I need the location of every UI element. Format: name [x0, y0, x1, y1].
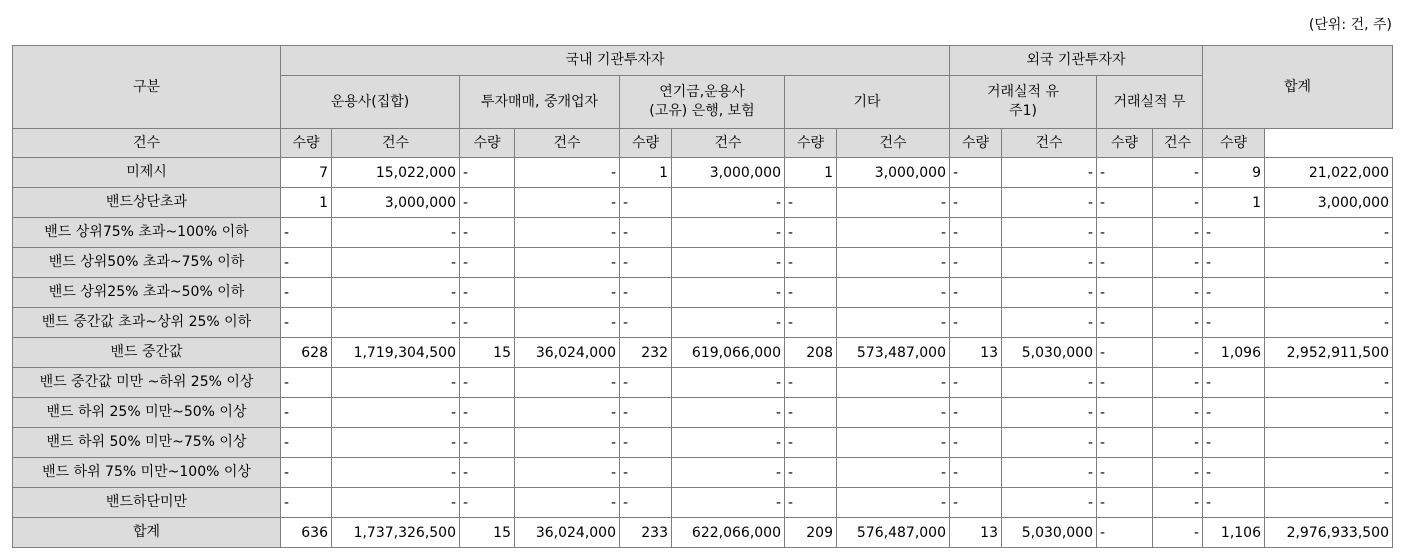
- quantity-cell: -: [332, 218, 460, 248]
- count-cell: -: [785, 428, 837, 458]
- quantity-cell: -: [1153, 338, 1203, 368]
- count-cell: -: [950, 458, 1002, 488]
- quantity-cell: -: [1002, 218, 1097, 248]
- quantity-cell: -: [672, 398, 785, 428]
- quantity-cell: -: [672, 248, 785, 278]
- quantity-cell: -: [332, 398, 460, 428]
- quantity-cell: 1,737,326,500: [332, 518, 460, 548]
- quantity-cell: -: [515, 368, 620, 398]
- row-label: 밴드 상위25% 초과~50% 이하: [13, 278, 281, 308]
- row-label: 밴드 상위50% 초과~75% 이하: [13, 248, 281, 278]
- group-header-without-track-record: 거래실적 무: [1097, 76, 1203, 129]
- quantity-cell: -: [1153, 278, 1203, 308]
- table-row: [13, 308, 1393, 338]
- quantity-cell: -: [837, 398, 950, 428]
- count-cell: 1,106: [1203, 518, 1265, 548]
- count-cell: 1: [785, 158, 837, 188]
- quantity-cell: 2,952,911,500: [1265, 338, 1393, 368]
- count-cell: -: [950, 188, 1002, 218]
- quantity-cell: -: [1153, 488, 1203, 518]
- count-cell: 232: [620, 338, 672, 368]
- quantity-cell: -: [515, 458, 620, 488]
- count-cell: 1: [1203, 188, 1265, 218]
- row-label: 미제시: [13, 158, 281, 188]
- quantity-cell: -: [515, 278, 620, 308]
- count-column-header: 건수: [13, 129, 281, 158]
- quantity-cell: -: [1153, 158, 1203, 188]
- count-cell: 13: [950, 518, 1002, 548]
- count-cell: -: [1097, 488, 1153, 518]
- unit-label: (단위: 건, 주): [1308, 17, 1392, 33]
- count-cell: -: [620, 248, 672, 278]
- count-cell: -: [1203, 218, 1265, 248]
- quantity-cell: 36,024,000: [515, 338, 620, 368]
- count-cell: 209: [785, 518, 837, 548]
- count-cell: -: [785, 218, 837, 248]
- table-row: [13, 488, 1393, 518]
- quantity-cell: -: [672, 278, 785, 308]
- quantity-column-header: 수량: [460, 129, 515, 158]
- group-header-brokers: 투자매매, 중개업자: [460, 76, 620, 129]
- count-cell: -: [1097, 368, 1153, 398]
- quantity-cell: -: [837, 248, 950, 278]
- foreign-investors-header: 외국 기관투자자: [950, 46, 1203, 76]
- quantity-cell: -: [1153, 218, 1203, 248]
- quantity-cell: -: [1153, 368, 1203, 398]
- quantity-cell: 3,000,000: [672, 158, 785, 188]
- domestic-investors-header: 국내 기관투자자: [281, 46, 950, 76]
- count-cell: -: [785, 458, 837, 488]
- count-cell: -: [1097, 158, 1153, 188]
- count-cell: -: [1097, 458, 1153, 488]
- quantity-cell: -: [1002, 248, 1097, 278]
- quantity-cell: -: [672, 368, 785, 398]
- quantity-column-header: 수량: [1203, 129, 1265, 158]
- quantity-cell: -: [1002, 428, 1097, 458]
- group-header-other: 기타: [785, 76, 950, 129]
- quantity-cell: -: [1265, 488, 1393, 518]
- count-cell: -: [460, 218, 515, 248]
- quantity-cell: -: [1002, 158, 1097, 188]
- count-cell: -: [1097, 398, 1153, 428]
- count-column-header: 건수: [515, 129, 620, 158]
- count-cell: 636: [281, 518, 332, 548]
- count-cell: -: [281, 368, 332, 398]
- quantity-cell: -: [332, 248, 460, 278]
- count-cell: -: [281, 398, 332, 428]
- count-cell: 1: [620, 158, 672, 188]
- count-cell: -: [950, 398, 1002, 428]
- row-label: 밴드하단미만: [13, 488, 281, 518]
- count-cell: -: [281, 248, 332, 278]
- category-header: 구분: [13, 46, 281, 129]
- count-cell: -: [950, 158, 1002, 188]
- quantity-cell: -: [515, 218, 620, 248]
- quantity-cell: -: [515, 158, 620, 188]
- quantity-column-header: 수량: [1097, 129, 1153, 158]
- quantity-cell: -: [332, 308, 460, 338]
- quantity-cell: -: [1265, 248, 1393, 278]
- count-column-header: 건수: [332, 129, 460, 158]
- count-cell: -: [1203, 368, 1265, 398]
- count-cell: -: [1097, 218, 1153, 248]
- count-cell: -: [620, 218, 672, 248]
- count-cell: -: [281, 218, 332, 248]
- count-cell: -: [1203, 248, 1265, 278]
- quantity-cell: -: [837, 458, 950, 488]
- count-cell: -: [950, 308, 1002, 338]
- count-column-header: 건수: [672, 129, 785, 158]
- quantity-cell: -: [332, 458, 460, 488]
- count-cell: 233: [620, 518, 672, 548]
- count-cell: -: [620, 458, 672, 488]
- row-label: 밴드 상위75% 초과~100% 이하: [13, 218, 281, 248]
- count-cell: -: [460, 398, 515, 428]
- quantity-cell: -: [1265, 398, 1393, 428]
- quantity-cell: -: [1002, 278, 1097, 308]
- quantity-cell: 21,022,000: [1265, 158, 1393, 188]
- count-cell: -: [620, 278, 672, 308]
- demand-forecast-table: [12, 45, 1393, 548]
- count-cell: -: [1203, 458, 1265, 488]
- count-cell: 15: [460, 338, 515, 368]
- quantity-cell: -: [672, 458, 785, 488]
- total-header: 합계: [1203, 46, 1393, 129]
- table-row: [13, 218, 1393, 248]
- count-cell: -: [460, 158, 515, 188]
- count-cell: -: [1097, 338, 1153, 368]
- quantity-cell: -: [837, 218, 950, 248]
- count-cell: -: [950, 218, 1002, 248]
- quantity-cell: -: [837, 488, 950, 518]
- count-cell: -: [620, 188, 672, 218]
- quantity-cell: -: [837, 428, 950, 458]
- count-cell: -: [1097, 518, 1153, 548]
- quantity-cell: -: [515, 398, 620, 428]
- count-cell: -: [950, 488, 1002, 518]
- count-cell: -: [785, 368, 837, 398]
- count-cell: -: [620, 368, 672, 398]
- count-cell: -: [620, 428, 672, 458]
- quantity-cell: 5,030,000: [1002, 518, 1097, 548]
- quantity-cell: -: [837, 188, 950, 218]
- quantity-cell: 3,000,000: [332, 188, 460, 218]
- table-body: [13, 158, 1393, 548]
- quantity-cell: -: [672, 308, 785, 338]
- count-cell: -: [785, 278, 837, 308]
- count-cell: -: [1203, 278, 1265, 308]
- quantity-cell: -: [1002, 368, 1097, 398]
- group-header-asset-managers: 운용사(집합): [281, 76, 460, 129]
- count-cell: -: [281, 458, 332, 488]
- count-cell: 208: [785, 338, 837, 368]
- count-cell: 628: [281, 338, 332, 368]
- quantity-cell: -: [332, 368, 460, 398]
- count-cell: -: [620, 488, 672, 518]
- row-label: 합계: [13, 518, 281, 548]
- count-cell: -: [950, 428, 1002, 458]
- quantity-cell: -: [332, 488, 460, 518]
- count-cell: -: [1203, 428, 1265, 458]
- count-cell: -: [1097, 428, 1153, 458]
- count-cell: -: [620, 398, 672, 428]
- quantity-cell: 3,000,000: [837, 158, 950, 188]
- quantity-cell: -: [515, 428, 620, 458]
- count-cell: -: [460, 488, 515, 518]
- count-cell: -: [281, 488, 332, 518]
- count-cell: -: [1097, 308, 1153, 338]
- count-cell: 1: [281, 188, 332, 218]
- group-header-with-track-record: 거래실적 유 주1): [950, 76, 1097, 129]
- quantity-cell: -: [515, 248, 620, 278]
- group-header-pension-banks-insurance: 연기금,운용사 (고유) 은행, 보험: [620, 76, 785, 129]
- quantity-cell: 576,487,000: [837, 518, 950, 548]
- quantity-cell: -: [672, 428, 785, 458]
- quantity-cell: -: [1002, 488, 1097, 518]
- table-row: [13, 248, 1393, 278]
- row-label: 밴드 하위 75% 미만~100% 이상: [13, 458, 281, 488]
- quantity-cell: -: [1265, 428, 1393, 458]
- count-cell: -: [281, 308, 332, 338]
- row-label: 밴드 중간값: [13, 338, 281, 368]
- count-cell: -: [1097, 248, 1153, 278]
- table-row: [13, 458, 1393, 488]
- row-label: 밴드 하위 50% 미만~75% 이상: [13, 428, 281, 458]
- quantity-cell: -: [1265, 278, 1393, 308]
- row-label: 밴드 중간값 초과~상위 25% 이하: [13, 308, 281, 338]
- count-cell: -: [281, 278, 332, 308]
- count-cell: -: [950, 248, 1002, 278]
- quantity-cell: -: [1002, 398, 1097, 428]
- quantity-cell: -: [1265, 218, 1393, 248]
- row-label: 밴드 중간값 미만 ~하위 25% 이상: [13, 368, 281, 398]
- count-cell: -: [620, 308, 672, 338]
- table-row: [13, 188, 1393, 218]
- table-row: [13, 428, 1393, 458]
- quantity-cell: -: [1002, 458, 1097, 488]
- count-cell: -: [460, 188, 515, 218]
- quantity-cell: -: [837, 368, 950, 398]
- count-cell: 7: [281, 158, 332, 188]
- quantity-cell: 622,066,000: [672, 518, 785, 548]
- quantity-cell: -: [1002, 308, 1097, 338]
- quantity-cell: -: [332, 278, 460, 308]
- quantity-cell: -: [332, 428, 460, 458]
- count-cell: -: [460, 368, 515, 398]
- count-cell: 1,096: [1203, 338, 1265, 368]
- quantity-cell: 619,066,000: [672, 338, 785, 368]
- quantity-cell: -: [1153, 518, 1203, 548]
- quantity-cell: -: [1002, 188, 1097, 218]
- count-cell: -: [460, 248, 515, 278]
- quantity-cell: 36,024,000: [515, 518, 620, 548]
- count-cell: -: [950, 368, 1002, 398]
- table-row: [13, 338, 1393, 368]
- quantity-cell: -: [515, 308, 620, 338]
- count-cell: -: [785, 488, 837, 518]
- count-cell: -: [460, 308, 515, 338]
- table-row: [13, 518, 1393, 548]
- row-label: 밴드 하위 25% 미만~50% 이상: [13, 398, 281, 428]
- count-cell: -: [785, 248, 837, 278]
- count-cell: -: [785, 188, 837, 218]
- quantity-cell: 15,022,000: [332, 158, 460, 188]
- count-cell: -: [785, 398, 837, 428]
- quantity-cell: -: [1265, 458, 1393, 488]
- quantity-cell: -: [1153, 428, 1203, 458]
- quantity-cell: -: [1153, 308, 1203, 338]
- count-cell: 15: [460, 518, 515, 548]
- quantity-cell: -: [672, 488, 785, 518]
- quantity-cell: 1,719,304,500: [332, 338, 460, 368]
- quantity-cell: -: [672, 188, 785, 218]
- count-cell: 9: [1203, 158, 1265, 188]
- quantity-cell: -: [1153, 188, 1203, 218]
- quantity-cell: -: [1153, 458, 1203, 488]
- quantity-cell: -: [1153, 248, 1203, 278]
- quantity-cell: -: [672, 218, 785, 248]
- count-cell: -: [1097, 278, 1153, 308]
- count-cell: -: [460, 428, 515, 458]
- quantity-cell: -: [837, 278, 950, 308]
- count-cell: 13: [950, 338, 1002, 368]
- count-cell: -: [460, 278, 515, 308]
- count-cell: -: [281, 428, 332, 458]
- count-cell: -: [785, 308, 837, 338]
- quantity-cell: 2,976,933,500: [1265, 518, 1393, 548]
- quantity-cell: -: [1265, 308, 1393, 338]
- count-cell: -: [1203, 308, 1265, 338]
- table-row: [13, 158, 1393, 188]
- table-row: [13, 278, 1393, 308]
- count-cell: -: [950, 278, 1002, 308]
- quantity-column-header: 수량: [950, 129, 1002, 158]
- count-column-header: 건수: [837, 129, 950, 158]
- quantity-cell: -: [1265, 368, 1393, 398]
- quantity-cell: -: [515, 188, 620, 218]
- count-cell: -: [1097, 188, 1153, 218]
- quantity-cell: -: [1153, 398, 1203, 428]
- count-column-header: 건수: [1153, 129, 1203, 158]
- count-cell: -: [1203, 488, 1265, 518]
- quantity-column-header: 수량: [785, 129, 837, 158]
- table-row: [13, 398, 1393, 428]
- count-cell: -: [460, 458, 515, 488]
- quantity-cell: -: [837, 308, 950, 338]
- quantity-cell: -: [515, 488, 620, 518]
- table-row: [13, 368, 1393, 398]
- quantity-column-header: 수량: [620, 129, 672, 158]
- count-column-header: 건수: [1002, 129, 1097, 158]
- quantity-cell: 5,030,000: [1002, 338, 1097, 368]
- row-label: 밴드상단초과: [13, 188, 281, 218]
- count-cell: -: [1203, 398, 1265, 428]
- quantity-cell: 3,000,000: [1265, 188, 1393, 218]
- quantity-column-header: 수량: [281, 129, 332, 158]
- quantity-cell: 573,487,000: [837, 338, 950, 368]
